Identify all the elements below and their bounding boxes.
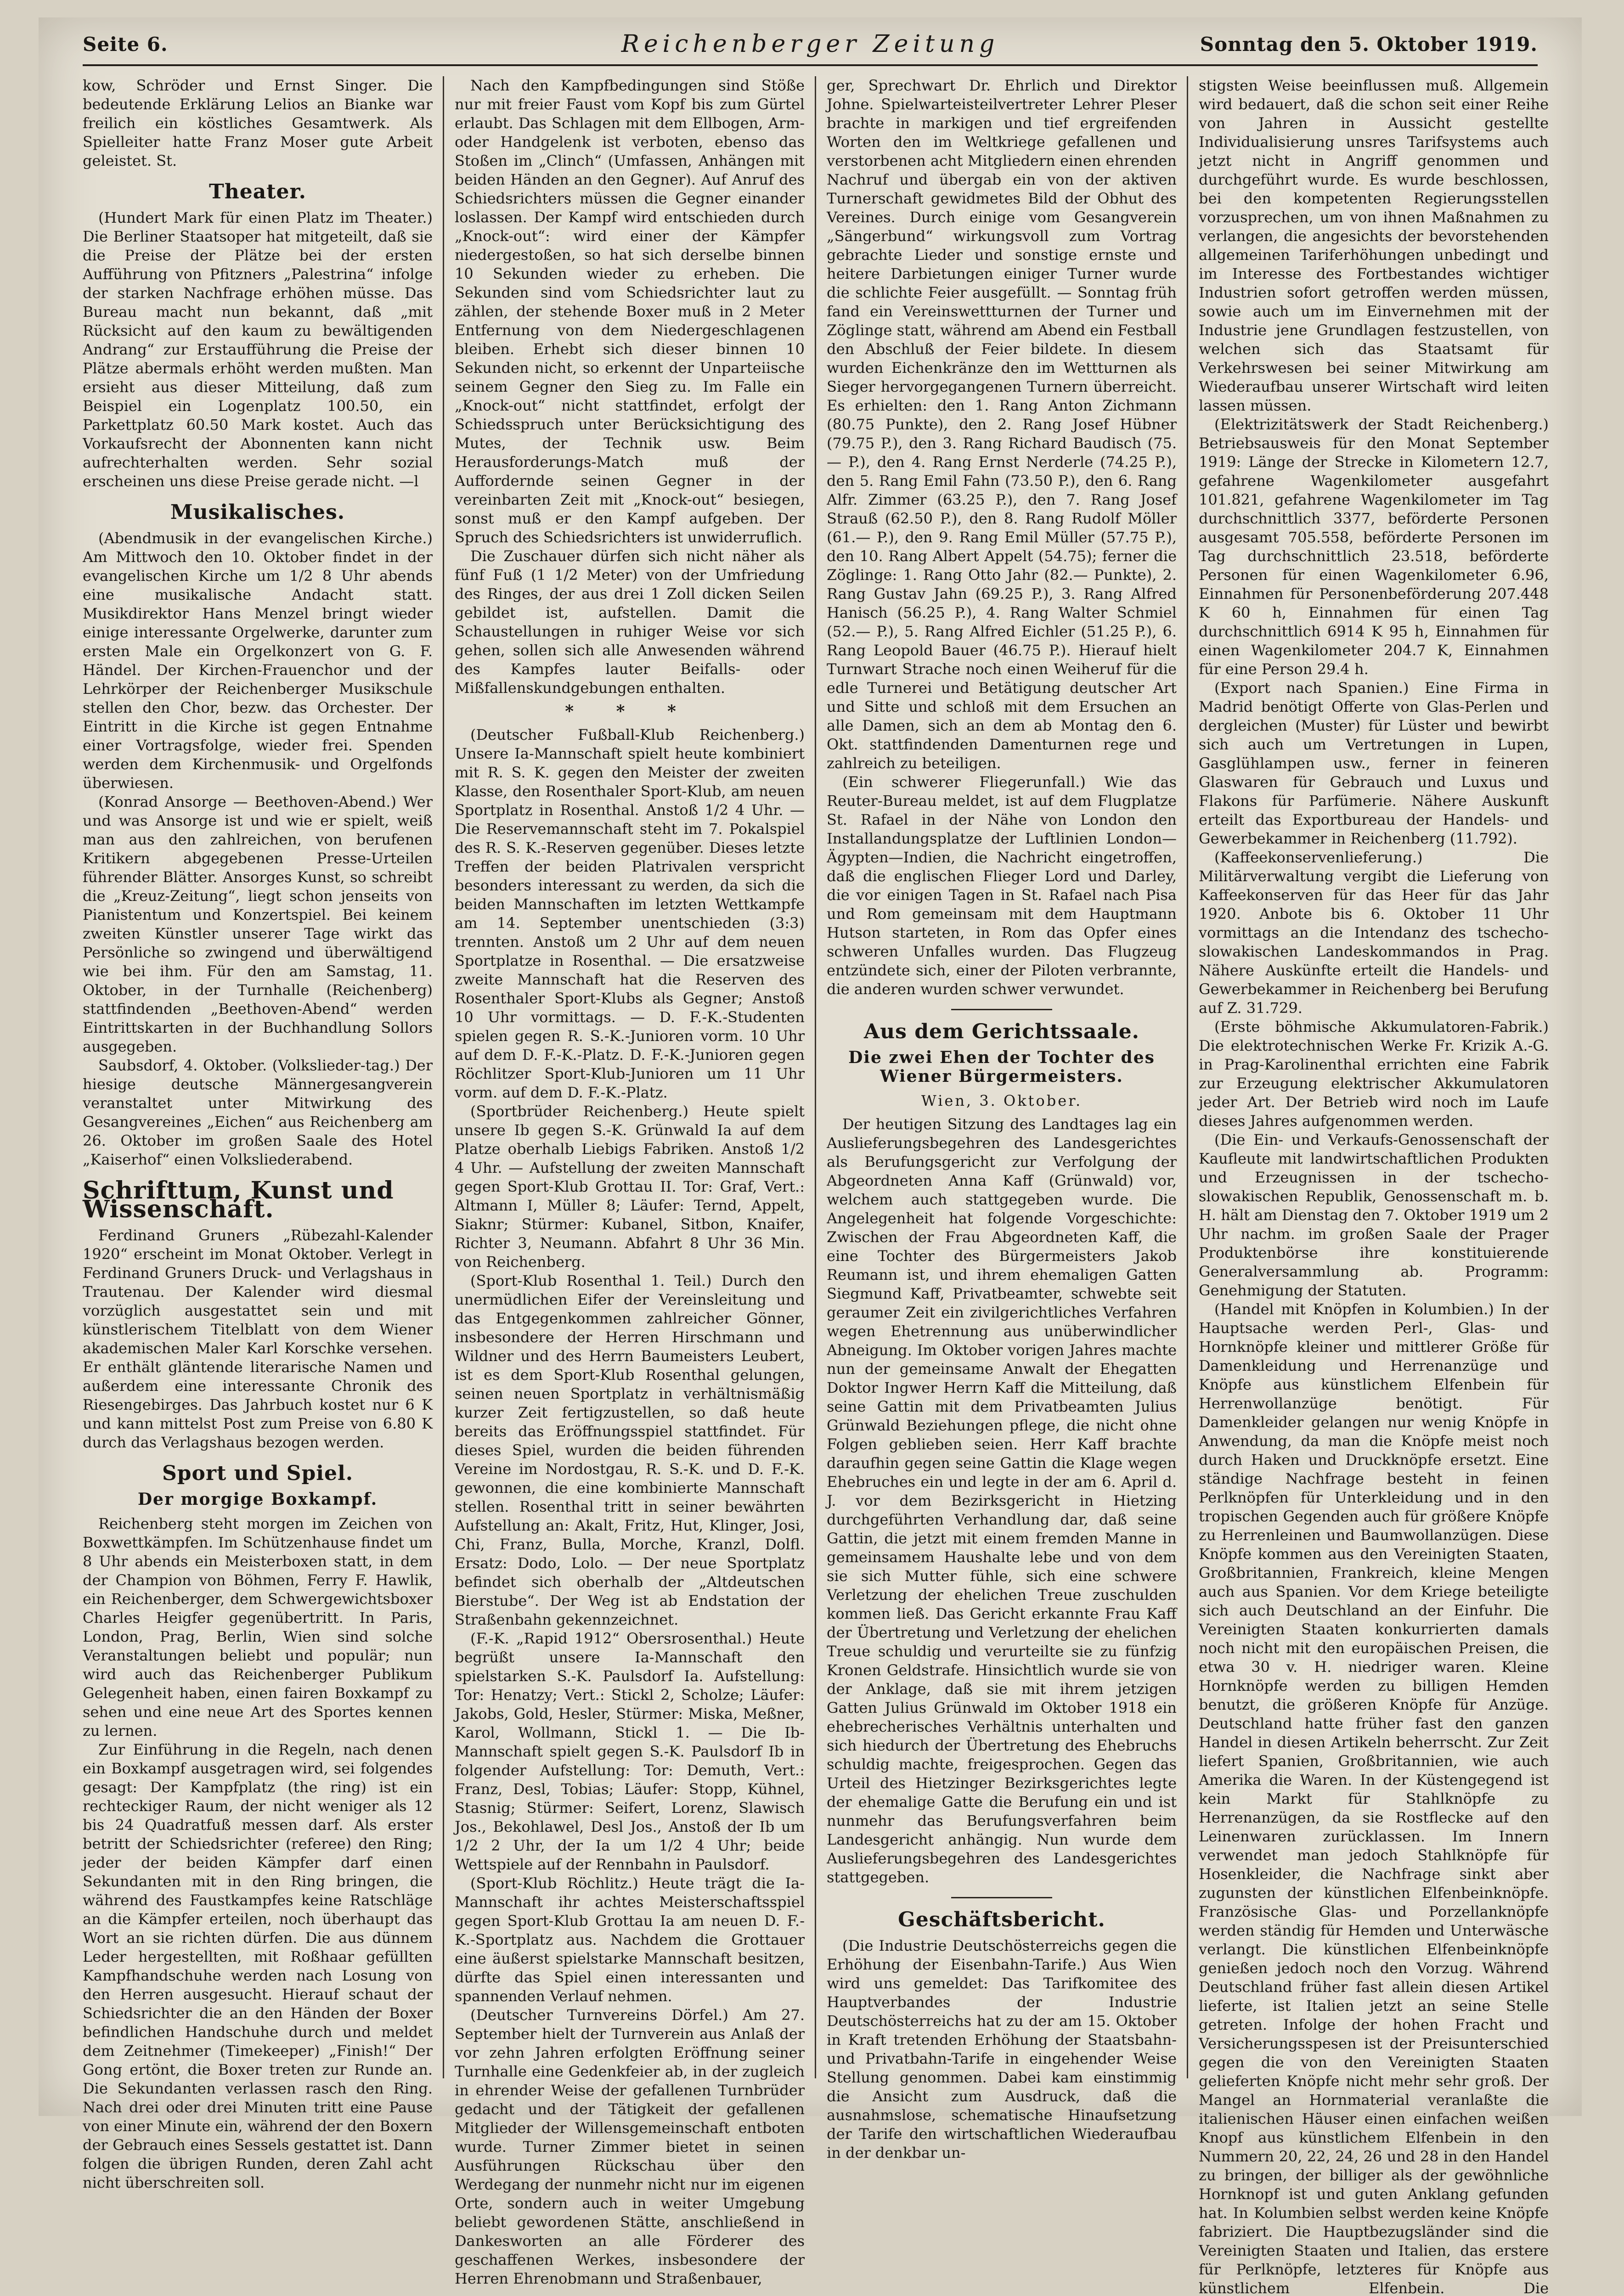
column-1: [83, 76, 433, 2191]
article-paragraph: ger, Sprechwart Dr. Ehrlich und Direktor Johne. Spielwarteisteilvertreter Lehrer Pleser brachte in markigen und tief ergreifenden Worten den im Weltkriege gefallenen und verstorbenen acht Mitgliedern einen ehrenden Nachruf und übergab ein von der aktiven Turnerschaft gewidmetes Bild der Obhut des Vereines. Durch einige vom Gesangverein „Sängerbund“ wirkungsvoll zum Vortrag gebrachte Lieder und sonstige ernste und heitere Darbietungen einiger Turner wurde die schlichte Feier ausgefüllt. — Sonntag früh fand ein Vereinswettturnen der Turner und Zöglinge statt, während am Abend ein Festball den Abschluß der Feier bildete. In diesem wurden Eichenkränze den im Wettturnen als Sieger hervorgegangenen Turnern überreicht. Es erhielten: den 1. Rang Anton Zichmann (80.75 Punkte), den 2. Rang Josef Hübner (79.75 P.), den 3. Rang Richard Baudisch (75.— P.), den 4. Rang Ernst Nerderle (74.25 P.), den 5. Rang Emil Fahn (73.50 P.), den 6. Rang Alfr. Zimmer (63.25 P.), den 7. Rang Josef Strauß (62.50 P.), den 8. Rang Rudolf Möller (61.— P.), den 9. Rang Emil Müller (57.75 P.), den 10. Rang Albert Appelt (54.75); ferner die Zöglinge: 1. Rang Otto Jahr (82.— Punkte), 2. Rang Gustav Jahn (69.25 P.), 3. Rang Alfred Hanisch (56.25 P.), 4. Rang Walter Schmiel (52.— P.), 5. Rang Alfred Eichler (51.25 P.), 6. Rang Leopold Bauer (46.75 P.). Hierauf hielt Turnwart Strache noch einen Weiheruf für die edle Turnerei und Betätigung deutscher Art und Sitte und schloß mit dem Ersuchen an alle Damen, sich an dem ab Montag den 6. Okt. stattfindenden Damenturnen rege und zahlreich zu beteiligen.: [827, 77, 1177, 772]
article-continuation: kow, Schröder und Ernst Singer. Die bedeutende Erklärung Lelios an Bianke war freilich ein köstliches Gesamtwerk. Als Spielleiter hatte Franz Moser gute Arbeit geleistet. St.: [83, 77, 433, 169]
section-heading-business: Geschäftsbericht.: [898, 1908, 1105, 1931]
article-paragraph: (Konrad Ansorge — Beethoven-Abend.) Wer und was Ansorge ist und wie er spielt, weiß man aus den zahlreichen, von berufenen Kritikern abgegebenen Presse-Urteilen führender Blätter. Ansorges Kunst, so schreibt die „Kreuz-Zeitung“, liegt schon jenseits von Pianistentum und Konzertspiel. Bei keinem zweiten Künstler unserer Tage wirkt das Persönliche so zwingend und überwältigend wie bei ihm. Für den am Samstag, 11. Oktober, in der Turnhalle (Reichenberg) stattfindenden „Beethoven-Abend“ werden Eintrittskarten in der Buchhandlung Sollors ausgegeben.: [83, 793, 433, 1055]
article-paragraph: Ferdinand Gruners „Rübezahl-Kalender 1920“ erscheint im Monat Oktober. Verlegt in Ferdinand Gruners Druck- und Verlagshaus in Trautenau. Der Kalender wird diesmal vorzüglich ausgestattet sein und mit künstlerischem Titelblatt von dem Wiener akademischen Maler Karl Korschke versehen. Er enthält gläntende literarische Namen und außerdem eine interessante Chronik des Riesengebirges. Das Jahrbuch kostet nur 6 K und kann mittelst Post zum Preise von 6.80 K durch das Verlagshaus bezogen werden.: [83, 1227, 433, 1451]
article-paragraph: (Sportbrüder Reichenberg.) Heute spielt unsere Ib gegen S.-K. Grünwald Ia auf dem Platze oberhalb Liebigs Fabriken. Anstoß 1/2 4 Uhr. — Aufstellung der zweiten Mannschaft gegen Sport-Klub Grottau II. Tor: Graf, Vert.: Altmann I, Müller 8; Läufer: Ternd, Appelt, Siaknr; Stürmer: Kubanel, Sitbon, Knaifer, Richter 3, Neumann. Abfahrt 8 Uhr 36 Min. von Reichenberg.: [455, 1103, 805, 1271]
column-rule: [815, 76, 816, 2078]
column-rule: [443, 76, 444, 2078]
page-number: Seite 6.: [83, 33, 168, 56]
article-paragraph: Die Zuschauer dürfen sich nicht näher als fünf Fuß (1 1/2 Meter) von der Umfriedung des Ringes, der aus drei 1 Zoll dicken Seilen gebildet ist, aufstellen. Damit die Schaustellungen in ruhiger Weise vor sich gehen, sollen sich alle Anwesenden während des Kampfes lauter Beifalls- oder Mißfallenskundgebungen enthalten.: [455, 547, 805, 697]
article-paragraph: Zur Einführung in die Regeln, nach denen ein Boxkampf ausgetragen wird, sei folgendes gesagt: Der Kampfplatz (the ring) ist ein rechteckiger Raum, der nicht weniger als 12 bis 24 Quadratfuß messen darf. Als erster betritt der Schiedsrichter (referee) den Ring; jeder der beiden Kämpfer darf einen Sekundanten mit in den Ring bringen, die während des Faustkampfes keine Ratschläge an die Kämpfer erteilen, noch überhaupt das Wort an sie richten dürfen. Die aus dünnem Leder hergestellten, mit Roßhaar gefüllten Kampfhandschuhe werden nach Losung von den Herren ausgesucht. Hierauf schaut der Schiedsrichter die an den Händen der Boxer befindlichen Handschuhe durch und meldet dem Zeitnehmer (Timekeeper) „Finish!“ Der Gong ertönt, die Boxer treten zur Runde an. Die Sekundanten verlassen rasch den Ring. Nach drei oder drei Minuten tritt eine Pause von einer Minute ein, während der den Boxern der Gebrauch eines Sessels gestattet ist. Dann folgen die übrigen Runden, deren Zahl acht nicht überschreiten soll.: [83, 1741, 433, 2191]
newspaper-page: [39, 17, 1582, 2296]
article-paragraph: (Deutscher Turnvereins Dörfel.) Am 27. September hielt der Turnverein aus Anlaß der vor zehn Jahren erfolgten Eröffnung seiner Turnhalle eine Gedenkfeier ab, in der zugleich in ehrender Weise der gefallenen Turnbrüder gedacht und der Tätigkeit der gefallenen Mitglieder der Willensgemeinschaft entboten wurde. Turner Zimmer bietet in seinen Ausführungen Rückschau über den Werdegang der nunmehr nicht nur im eigenen Orte, sondern auch in weiter Umgebung beliebt gewordenen Stätte, anschließend in Dankesworten an alle Förderer des geschaffenen Werkes, insbesondere der Herren Ehrenobmann und Straßenbauer,: [455, 2006, 805, 2287]
article-paragraph: Reichenberg steht morgen im Zeichen von Boxwettkämpfen. Im Schützenhause findet um 8 Uhr abends ein Meisterboxen statt, in dem der Champion von Böhmen, Ferry F. Hawlik, ein Reichenberger, dem Schwergewichtsboxer Charles Heigfer gegenübertritt. In Paris, London, Prag, Berlin, Wien sind solche Veranstaltungen beliebt und populär; nun wird auch das Reichenberger Publikum Gelegenheit haben, einen fairen Boxkampf zu sehen und eine neue Art des Sportes kennen zu lernen.: [83, 1515, 433, 1739]
article-paragraph: Saubsdorf, 4. Oktober. (Volkslieder-tag.) Der hiesige deutsche Männergesangverein veranstaltet unter Mitwirkung des Gesangvereines „Eichen“ aus Reichenberg am 26. Oktober im großen Saale des Hotel „Kaiserhof“ einen Volksliederabend.: [83, 1057, 433, 1168]
article-paragraph: (Hundert Mark für einen Platz im Theater.) Die Berliner Staatsoper hat mitgeteilt, daß sie die Preise der Plätze bei der ersten Aufführung von Pfitzners „Palestrina“ infolge der starken Nachfrage erhöhen müsse. Das Bureau macht nun bekannt, daß „mit Rücksicht auf den kaum zu bewältigenden Andrang“ zur Erstaufführung die Preise der Plätze abermals erhöht werden mußten. Man ersieht aus dieser Mitteilung, daß zum Beispiel ein Logenplatz 100.50, ein Parkettplatz 60.50 Mark kostet. Auch das Vorkaufsrecht der Abonnenten kann nicht aufrechterhalten werden. Sehr sozial erscheinen uns diese Preise gerade nicht. —l: [83, 209, 433, 490]
article-paragraph: (Kaffeekonservenlieferung.) Die Militärverwaltung vergibt die Lieferung von Kaffeekonserven für das Heer für das Jahr 1920. Anbote bis 6. Oktober 11 Uhr vormittags an die Intendanz des tschecho-slowakischen Landeskommandos in Prag. Nähere Auskünfte erteilt die Handels- und Gewerbekammer in Reichenberg bei Berufung auf Z. 31.729.: [1199, 849, 1549, 1017]
divider: [951, 1009, 1052, 1010]
article-paragraph: (Handel mit Knöpfen in Kolumbien.) In der Hauptsache werden Perl-, Glas- und Hornknöpfe kleiner und mittlerer Größe für Damenkleidung und Herrenanzüge und Knöpfe aus künstlichem Elfenbein für Herrenwollanzüge benötigt. Für Damenkleider gelangen nur wenig Knöpfe in Anwendung, da man die Knöpfe meist noch durch Haken und Druckknöpfe ersetzt. Eine ständige Nachfrage besteht in feinen Perlknöpfen für Unterkleidung und in den tropischen Gegenden auch für größere Knöpfe zu Herrenleinen und Baumwollanzügen. Diese Knöpfe kommen aus den Vereinigten Staaten, Großbritannien, Frankreich, kleine Mengen auch aus Spanien. Vor dem Kriege beteiligte sich auch Deutschland an der Einfuhr. Die Vereinigten Staaten konkurrierten damals noch nicht mit den europäischen Preisen, die etwa 30 v. H. niedriger waren. Kleine Hornknöpfe werden zu billigen Hemden benutzt, die größeren Knöpfe für Anzüge. Deutschland hatte früher fast den ganzen Handel in diesen Artikeln beherrscht. Zur Zeit liefert Spanien, Großbritannien, wie auch Amerika die Waren. In der Küstengegend ist kein Markt für Stahlknöpfe zu Herrenanzügen, da sie Rostflecke auf den Leinenwaren zurücklassen. Im Innern verwendet man jedoch Stahlknöpfe für Hosenkleider, die Nachfrage sinkt aber zugunsten der künstlichen Elfenbeinknöpfe. Französische Glas- und Porzellanknöpfe werden ständig für Hemden und Unterwäsche verlangt. Die künstlichen Elfenbeinknöpfe genießen jedoch noch den Vorzug. Während Deutschland früher fast allein diesen Artikel lieferte, ist Italien jetzt an seine Stelle getreten. Infolge der hohen Fracht und Versicherungsspesen ist der Preisunterschied gegen die von den Vereinigten Staaten gelieferten Knöpfe nicht mehr sehr groß. Der Mangel an Hornmaterial veranlaßte die italienischen Häuser einen einfachen weißen Knopf aus künstlichem Elfenbein in den Nummern 20, 22, 24, 26 und 28 in den Handel zu bringen, der billiger als der gewöhnliche Hornknopf ist und guten Anklang gefunden hat. In Kolumbien selbst werden keine Knöpfe fabriziert. Die Hauptbezugsländer sind die Vereinigten Staaten und Italien, das erstere für Perlknöpfe, letzteres für Knöpfe aus künstlichem Elfenbein. Die: [1199, 1300, 1549, 2296]
article-paragraph: stigsten Weise beeinflussen muß. Allgemein wird bedauert, daß die schon seit einer Reihe von Jahren in Aussicht gestellte Individualisierung unsres Tarifsystems auch jetzt nicht in Angriff genommen und durchgeführt wurde. Es wurde beschlossen, bei den kompetenten Regierungsstellen vorzusprechen, um von ihnen Maßnahmen zu verlangen, die angesichts der bevorstehenden allgemeinen Tariferhöhungen unbedingt und im Interesse des Fortbestandes wichtiger Industrien sofort getroffen werden müssen, sowie auch um im Einvernehmen mit der Industrie jene Grundlagen festzustellen, von welchen sich das Staatsamt für Verkehrswesen bei seiner Mitwirkung am Wiederaufbau unserer Wirtschaft wird leiten lassen müssen.: [1199, 77, 1549, 414]
article-paragraph: (Export nach Spanien.) Eine Firma in Madrid benötigt Offerte von Glas-Perlen und dergleichen (Muster) für Lüster und bewirbt sich auch um Vertretungen in Lupen, Gasglühlampen usw., ferner in feineren Glaswaren für Gebrauch und Luxus und Flakons für Parfümerie. Nähere Auskunft erteilt das Exportbureau der Handels- und Gewerbekammer in Reichenberg (11.792).: [1199, 679, 1549, 847]
section-heading-literature: Schrifttum, Kunst und Wissenschaft.: [83, 1176, 394, 1223]
article-paragraph: Nach den Kampfbedingungen sind Stöße nur mit freier Faust vom Kopf bis zum Gürtel erlaubt. Das Schlagen mit dem Ellbogen, Arm- oder Handgelenk ist verboten, ebenso das Stoßen im „Clinch“ (Umfassen, Anhängen mit beiden Händen an den Gegner). Auf Anruf des Schiedsrichters müssen die Gegner einander loslassen. Der Kampf wird entschieden durch „Knock-out“: wird einer der Kämpfer niedergestoßen, so hat sich derselbe binnen 10 Sekunden wieder zu erheben. Die Sekunden sind vom Schiedsrichter laut zu zählen, der stehende Boxer muß in 2 Meter Entfernung von dem Niedergeschlagenen bleiben. Erhebt sich dieser binnen 10 Sekunden nicht, so erkennt der Unparteiische seinem Gegner den Sieg zu. Im Falle ein „Knock-out“ nicht stattfindet, erfolgt der Schiedsspruch unter Berücksichtigung des Mutes, der Technik usw. Beim Herausforderungs-Match muß der Auffordernde seinen Gegner in der vereinbarten Zeit mit „Knock-out“ besiegen, sonst muß er den Kampf aufgeben. Der Spruch des Schiedsrichters ist unwiderruflich.: [455, 77, 805, 546]
section-heading-theater: Theater.: [209, 180, 306, 203]
column-2: [455, 76, 805, 2287]
article-paragraph: (Abendmusik in der evangelischen Kirche.) Am Mittwoch den 10. Oktober findet in der evangelischen Kirche um 1/2 8 Uhr abends eine musikalische Andacht statt. Musikdirektor Hans Menzel bringt wieder einige interessante Orgelwerke, darunter zum ersten Male ein Orgelkonzert von G. F. Händel. Der Kirchen-Frauenchor und der Lehrkörper der Reichenberger Musikschule stellen den Chor, bezw. das Orchester. Der Eintritt in die Kirche ist gegen Entnahme einer Vortragsfolge, wieder frei. Spenden werden dem Kirchenmusik- und Orgelfonds überwiesen.: [83, 529, 433, 792]
dateline: Wien, 3. Oktober.: [921, 1092, 1083, 1109]
article-paragraph: (Sport-Klub Rosenthal 1. Teil.) Durch den unermüdlichen Eifer der Vereinsleitung und das Entgegenkommen zahlreicher Gönner, insbesondere der Herren Hirschmann und Wildner und des Herrn Baumeisters Leubert, ist es dem Sport-Klub Rosenthal gelungen, seinen neuen Sportplatz in verhältnismäßig kurzer Zeit fertigzustellen, so daß heute bereits das Eröffnungsspiel stattfindet. Für dieses Spiel, wurden die beiden führenden Vereine im Nordostgau, R. S.-K. und D. F.-K. gewonnen, die eine kombinierte Mannschaft stellen. Rosenthal tritt in seiner bewährten Aufstellung an: Akalt, Fritz, Hut, Klinger, Josi, Chi, Franz, Bulla, Morche, Kranzl, Dolfl. Ersatz: Dodo, Lolo. — Der neue Sportplatz befindet sich oberhalb der „Altdeutschen Bierstube“. Der Weg ist ab Endstation der Straßenbahn gekennzeichnet.: [455, 1272, 805, 1628]
separator-stars: * * *: [565, 702, 694, 721]
article-subheading: Der morgige Boxkampf.: [137, 1490, 378, 1509]
column-4: [1199, 76, 1549, 2296]
article-paragraph: (Die Ein- und Verkaufs-Genossenschaft der Kaufleute mit landwirtschaftlichen Produkten und Erzeugnissen in der tschecho-slowakischen Republik, Genossenschaft m. b. H. hält am Dienstag den 7. Oktober 1919 um 2 Uhr nachm. im großen Saale der Prager Produktenbörse ihre konstituierende Generalversammlung ab. Programm: Genehmigung der Statuten.: [1199, 1131, 1549, 1299]
column-3: [827, 76, 1177, 2161]
section-heading-music: Musikalisches.: [170, 501, 345, 524]
article-paragraph: (F.-K. „Rapid 1912“ Obersrosenthal.) Heute begrüßt unsere Ia-Mannschaft den spielstarken S.-K. Paulsdorf Ia. Aufstellung: Tor: Henatzy; Vert.: Stickl 2, Scholze; Läufer: Jakobs, Gold, Hesler, Stürmer: Miska, Meßner, Karol, Wollmann, Stickl 1. — Die Ib-Mannschaft spielt gegen S.-K. Paulsdorf Ib in folgender Aufstellung: Tor: Demuth, Vert.: Franz, Desl, Tobias; Läufer: Stopp, Kühnel, Stasnig; Stürmer: Seifert, Lorenz, Slawisch Jos., Bekohlawel, Desl Jos., Anstoß der Ib um 1/2 2 Uhr, der Ia um 1/2 4 Uhr; beide Wettspiele auf der Rennbahn in Paulsdorf.: [455, 1630, 805, 1873]
article-subheading: Die zwei Ehen der Tochter des Wiener Bürgermeisters.: [848, 1048, 1155, 1086]
article-paragraph: (Ein schwerer Fliegerunfall.) Wie das Reuter-Bureau meldet, ist auf dem Flugplatze St. Rafael in der Nähe von London den Installandungsplatze der Luftlinien London—Ägypten—Indien, die Nachricht eingetroffen, daß die englischen Flieger Lord und Darley, die vor einigen Tagen in St. Rafael nach Pisa und Rom gemeinsam mit dem Hauptmann Hutson starteten, in Rom das Opfer eines schweren Unfalles wurden. Das Flugzeug entzündete sich, einer der Piloten verbrannte, die anderen wurden schwer verwundet.: [827, 773, 1177, 998]
article-paragraph: Der heutigen Sitzung des Landtages lag ein Auslieferungsbegehren des Landesgerichtes als Berufungsgericht zur Verfolgung der Abgeordneten Anna Kaff (Grünwald) vor, welchem auch stattgegeben wurde. Die Angelegenheit hat folgende Vorgeschichte: Zwischen der Frau Abgeordneten Kaff, die eine Tochter des Bürgermeisters Jakob Reumann ist, und ihrem ehemaligen Gatten Siegmund Kaff, Privatbeamter, schwebte seit geraumer Zeit ein zivilgerichtliches Verfahren wegen Ehetrennung aus unüberwindlicher Abneigung. Im Oktober vorigen Jahres machte nun der gemeinsame Anwalt der Ehegatten Doktor Ingwer Herrn Kaff die Mitteilung, daß seine Gattin mit dem Privatbeamten Julius Grünwald Beziehungen pflege, die nicht ohne Folgen geblieben seien. Herr Kaff brachte daraufhin gegen seine Gattin die Klage wegen Ehebruches ein und legte in der am 6. April d. J. vor dem Bezirksgericht in Hietzing durchgeführten Verhandlung dar, daß seine Gattin, die jetzt mit einem fremden Manne in gemeinsamem Haushalte lebe und von dem sie sich Mutter fühle, sich eine schwere Verletzung der ehelichen Treue zuschulden kommen ließ. Das Gericht erkannte Frau Kaff der Übertretung und Verletzung der ehelichen Treue schuldig und verurteilte sie zu fünfzig Kronen Geldstrafe. Hinsichtlich wurde sie von der Anklage, daß sie mit ihrem jetzigen Gatten Julius Grünwald im Oktober 1918 ein ehebrecherisches Verhältnis unterhalten und sich hiedurch der Übertretung des Ehebruchs schuldig machte, freigesprochen. Gegen das Urteil des Hietzinger Bezirksgerichtes legte der ehemalige Gatte die Berufung ein und ist nunmehr das Berufungsverfahren beim Landesgericht anhängig. Nun wurde dem Auslieferungsbegehren des Landesgerichtes stattgegeben.: [827, 1115, 1177, 1886]
article-paragraph: (Sport-Klub Röchlitz.) Heute trägt die Ia-Mannschaft ihr achtes Meisterschaftsspiel gegen Sport-Klub Grottau Ia am neuen D. F.-K.-Sportplatz aus. Nachdem die Grottauer eine äußerst spielstarke Mannschaft besitzen, dürfte das Spiel einen interessanten und spannenden Verlauf nehmen.: [455, 1874, 805, 2005]
masthead: [83, 28, 1538, 66]
article-paragraph: (Elektrizitätswerk der Stadt Reichenberg.) Betriebsausweis für den Monat September 1919: Länge der Strecke in Kilometern 12.7, gefahrene Wagenkilometer ausgefahrt 101.821, gefahrene Wagenkilometer im Tag durchschnittlich 3377, beförderte Personen ausgesamt 705.558, beförderte Personen im Tag durchschnittlich 23.518, beförderte Personen für einen Wagenkilometer 6.96, Einnahmen für Personenbeförderung 207.448 K 60 h, Einnahmen für einen Tag durchschnittlich 6914 K 95 h, Einnahmen für einen Wagenkilometer 204.7 K, Einnahmen für eine Person 29.4 h.: [1199, 416, 1549, 678]
newspaper-title: Reichenberger Zeitung: [621, 30, 999, 58]
article-paragraph: (Deutscher Fußball-Klub Reichenberg.) Unsere Ia-Mannschaft spielt heute kombiniert mit R. S. K. gegen den Meister der zweiten Klasse, den Rosenthaler Sport-Klub, am neuen Sportplatz in Rosenthal. Anstoß 1/2 4 Uhr. — Die Reservemannschaft steht im 7. Pokalspiel des R. S. K.-Reserven gegenüber. Dieses letzte Treffen der beiden Platrivalen verspricht besonders interessant zu werden, da sich die beiden Mannschaften im letzten Wettkampfe am 14. September unentschieden (3:3) trennten. Anstoß um 2 Uhr auf dem neuen Sportplatze in Rosenthal. — Die ersatzweise zweite Mannschaft hat die Reserven des Rosenthaler Sport-Klubs als Gegner; Anstoß 10 Uhr vormittags. — D. F.-K.-Studenten spielen gegen R. S.-K.-Junioren vorm. 10 Uhr auf dem D. F.-K.-Platz. D. F.-K.-Junioren gegen Röchlitzer Sport-Klub-Junioren um 11 Uhr vorm. auf dem D. F.-K.-Platz.: [455, 726, 805, 1101]
section-heading-court: Aus dem Gerichtssaale.: [863, 1020, 1139, 1043]
column-rule: [1187, 76, 1188, 2078]
issue-date: Sonntag den 5. Oktober 1919.: [1200, 33, 1538, 56]
article-paragraph: (Die Industrie Deutschösterreichs gegen die Erhöhung der Eisenbahn-Tarife.) Aus Wien wird uns gemeldet: Das Tarifkomitee des Hauptverbandes der Industrie Deutschösterreichs hat zu der am 15. Oktober in Kraft tretenden Erhöhung der Staatsbahn- und Privatbahn-Tarife in eingehender Weise Stellung genommen. Dabei kam einstimmig die Ansicht zum Ausdruck, daß die ausnahmslose, schematische Hinaufsetzung der Tarife den wirtschaftlichen Wiederaufbau in der denkbar un-: [827, 1937, 1177, 2161]
divider: [951, 1897, 1052, 1898]
article-paragraph: (Erste böhmische Akkumulatoren-Fabrik.) Die elektrotechnischen Werke Fr. Krizik A.-G. in Prag-Karolinenthal errichten eine Fabrik zur Erzeugung elektrischer Akkumulatoren jeder Art. Der Betrieb wird noch im Laufe dieses Jahres aufgenommen werden.: [1199, 1018, 1549, 1130]
section-heading-sport: Sport und Spiel.: [162, 1462, 354, 1485]
